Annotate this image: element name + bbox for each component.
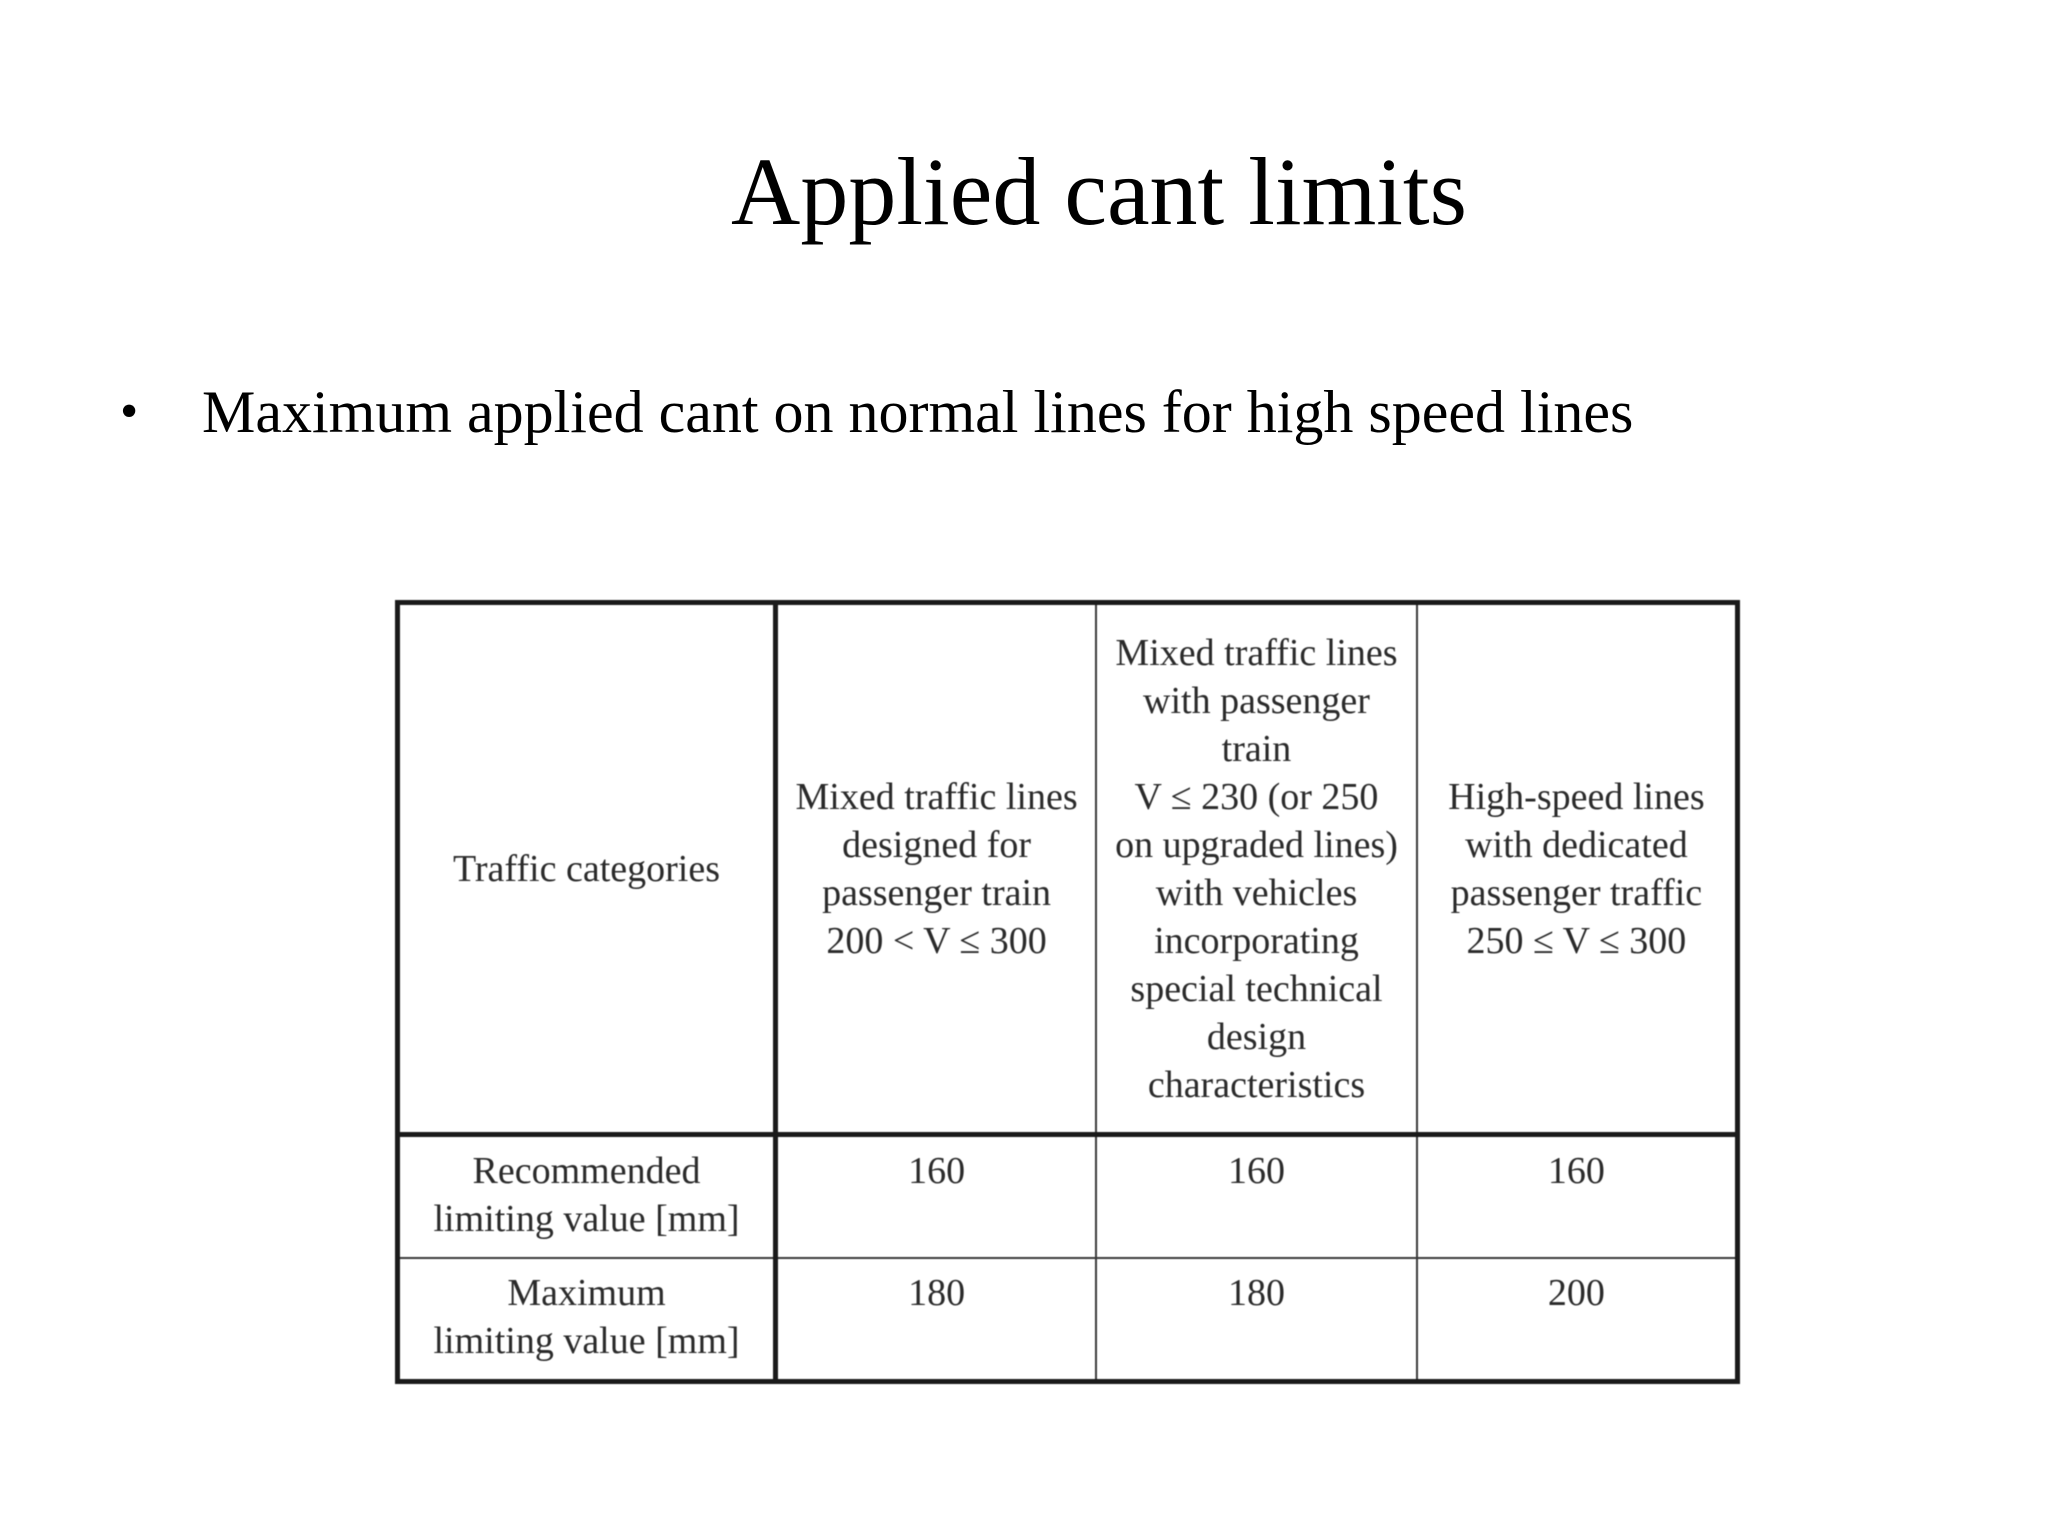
header-high-speed-dedicated: High-speed lines with dedicated passenger traffic 250 ≤ V ≤ 300 [1417,603,1738,1135]
table-header-row [398,603,1738,1135]
table-cell: 180 [1096,1258,1417,1382]
table-cell: 160 [776,1135,1097,1259]
header-traffic-categories: Traffic categories [398,603,776,1135]
row-label-recommended: Recommended limiting value [mm] [398,1135,776,1259]
bullet-text: Maximum applied cant on normal lines for high speed lines [202,379,1634,445]
table-row [398,1258,1738,1382]
row-label-maximum: Maximum limiting value [mm] [398,1258,776,1382]
slide-title: Applied cant limits [731,138,1467,245]
cant-limits-table [395,600,1740,1384]
table-row [398,1135,1738,1259]
table-cell: 160 [1417,1135,1738,1259]
bullet-item [120,374,1980,450]
header-mixed-traffic-special: Mixed traffic lines with passenger train V ≤ 230 (or 250 on upgraded lines) with vehicles incorporating special technical design characteristics [1096,603,1417,1135]
cant-limits-table-container [395,600,1740,1382]
header-mixed-traffic-passenger: Mixed traffic lines designed for passenger train 200 < V ≤ 300 [776,603,1097,1135]
table-cell: 180 [776,1258,1097,1382]
bullet-dot-icon: • [120,383,139,440]
table-cell: 160 [1096,1135,1417,1259]
table-cell: 200 [1417,1258,1738,1382]
